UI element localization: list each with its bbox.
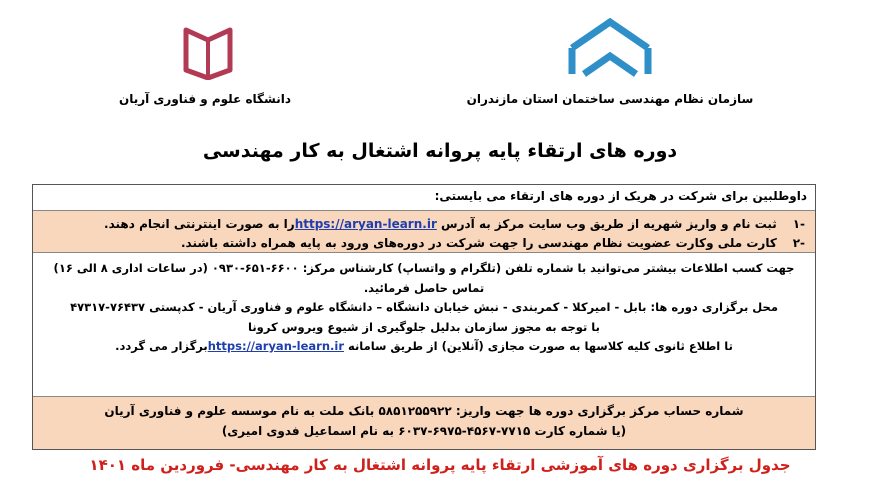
account-number-text: شماره حساب مرکز برگزاری دوره ها جهت واریز: ۵۸۵۱۲۵۵۹۲۲ بانک ملت به نام موسسه علوم و فناوری آریان [104,404,744,418]
card-number-text: (یا شماره کارت ۷۷۱۵-۴۵۶۷-۶۹۷۵-۶۰۳۷ به نام اسماعیل فدوی امیری) [221,424,627,438]
item-text: ثبت نام و واریز شهریه از طریق وب سایت مرکز به آدرس [441,217,777,231]
requirements-list [33,211,815,253]
contact-info [33,253,815,397]
online-note [41,337,807,357]
page-title: دوره های ارتقاء پایه پروانه اشتغال به کار مهندسی [202,140,678,162]
location-text: محل برگزاری دوره ها: بابل - امیرکلا - کمربندی - نبش خیابان دانشگاه – دانشگاه علوم و فناوری آریان - کدپستی ۷۶۴۳۷-۴۷۳۱۷ [70,300,778,314]
registration-link[interactable]: https://aryan-learn.ir [294,217,437,231]
list-item [41,234,805,253]
item-number: -۲ [792,236,805,250]
online-text-before: تا اطلاع ثانوی کلیه کلاسها به صورت مجازی (آنلاین) از طریق سامانه [348,339,733,353]
covid-note: با توجه به مجوز سازمان بدلیل جلوگیری از شیوع ویروس کرونا [248,319,600,334]
list-item [41,215,805,234]
item-text: کارت ملی وکارت عضویت نظام مهندسی را جهت شرکت در دوره‌های ورود به پایه همراه داشته باشند. [180,236,777,250]
info-table [32,184,816,450]
item-number: -۱ [792,217,805,231]
online-platform-link[interactable]: https://aryan-learn.ir [207,339,344,353]
footer-caption: جدول برگزاری دوره های آموزشی ارتقاء پایه پروانه اشتغال به کار مهندسی- فروردین ماه ۱۴۰۱ [89,456,791,474]
requirements-heading: داوطلبین برای شرکت در هریک از دوره های ارتقاء می بایستی: [33,185,815,211]
university-logo-icon [178,20,238,80]
organization-name: سازمان نظام مهندسی ساختمان استان مازندران [466,92,754,106]
online-text-after: برگزار می گردد. [115,339,208,353]
item-text-after: را به صورت اینترنتی انجام دهند. [104,217,295,231]
contact-text: جهت کسب اطلاعات بیشتر می‌توانید با شماره تلفن (تلگرام و واتساپ) کارشناس مرکز: ۶۶۰۰-۶۵۱-۰۹۳۰ (در ساعات اداری ۸ الی ۱۶) تماس حاصل فرمائید. [53,261,795,295]
university-name: دانشگاه علوم و فناوری آریان [118,92,292,106]
account-info [33,397,815,449]
organization-logo-icon [568,18,652,80]
